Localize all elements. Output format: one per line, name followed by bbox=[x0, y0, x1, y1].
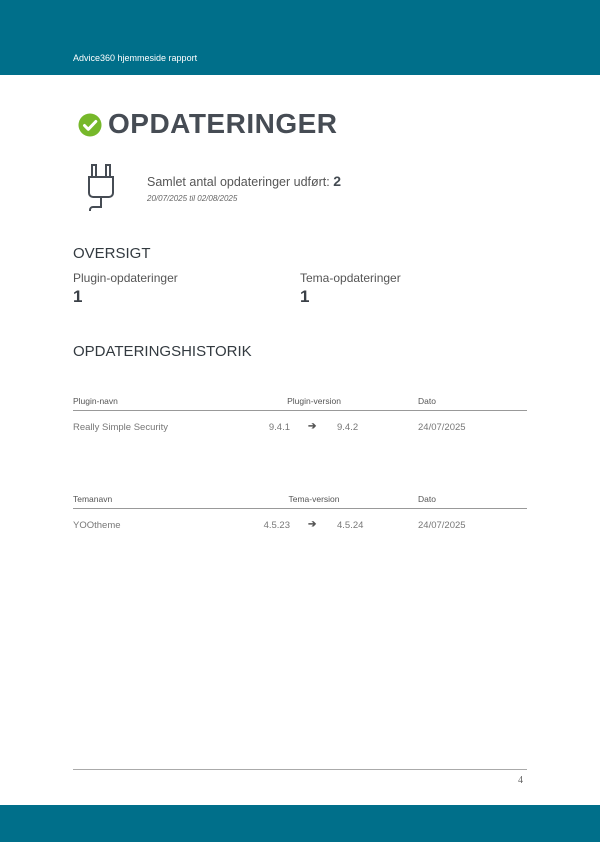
arrow-right-icon: ➔ bbox=[308, 519, 317, 530]
divider bbox=[73, 410, 527, 411]
col-date: Dato bbox=[418, 396, 436, 406]
update-date: 24/07/2025 bbox=[418, 422, 466, 433]
from-version: 9.4.1 bbox=[268, 422, 290, 433]
divider bbox=[73, 508, 527, 509]
footer-band bbox=[0, 805, 600, 842]
overview-heading: OVERSIGT bbox=[73, 245, 151, 262]
plug-icon bbox=[86, 163, 116, 215]
footer-divider bbox=[73, 769, 527, 770]
to-version: 9.4.2 bbox=[337, 422, 359, 433]
arrow-right-icon: ➔ bbox=[308, 421, 317, 432]
history-heading: OPDATERINGSHISTORIK bbox=[73, 343, 252, 360]
col-plugin-version: Plugin-version bbox=[287, 396, 341, 406]
date-range: 20/07/2025 til 02/08/2025 bbox=[147, 194, 238, 203]
report-title: Advice360 hjemmeside rapport bbox=[73, 53, 198, 63]
page-title: OPDATERINGER bbox=[108, 108, 338, 139]
col-theme-name: Temanavn bbox=[73, 494, 113, 504]
update-date: 24/07/2025 bbox=[418, 520, 466, 531]
theme-name: YOOtheme bbox=[73, 520, 121, 531]
col-theme-version: Tema-version bbox=[288, 494, 340, 504]
theme-updates-count: 1 bbox=[300, 287, 310, 306]
theme-updates-label: Tema-opdateringer bbox=[300, 271, 401, 285]
header-band bbox=[0, 0, 600, 75]
page-number: 4 bbox=[518, 775, 523, 786]
plugin-name: Really Simple Security bbox=[73, 422, 169, 433]
col-plugin-name: Plugin-navn bbox=[73, 396, 118, 406]
total-updates: Samlet antal opdateringer udført: 2 bbox=[147, 173, 342, 189]
to-version: 4.5.24 bbox=[337, 520, 364, 531]
check-circle-icon bbox=[78, 113, 102, 137]
from-version: 4.5.23 bbox=[263, 520, 290, 531]
plugin-updates-count: 1 bbox=[73, 287, 83, 306]
plugin-updates-label: Plugin-opdateringer bbox=[73, 271, 178, 285]
col-date: Dato bbox=[418, 494, 436, 504]
